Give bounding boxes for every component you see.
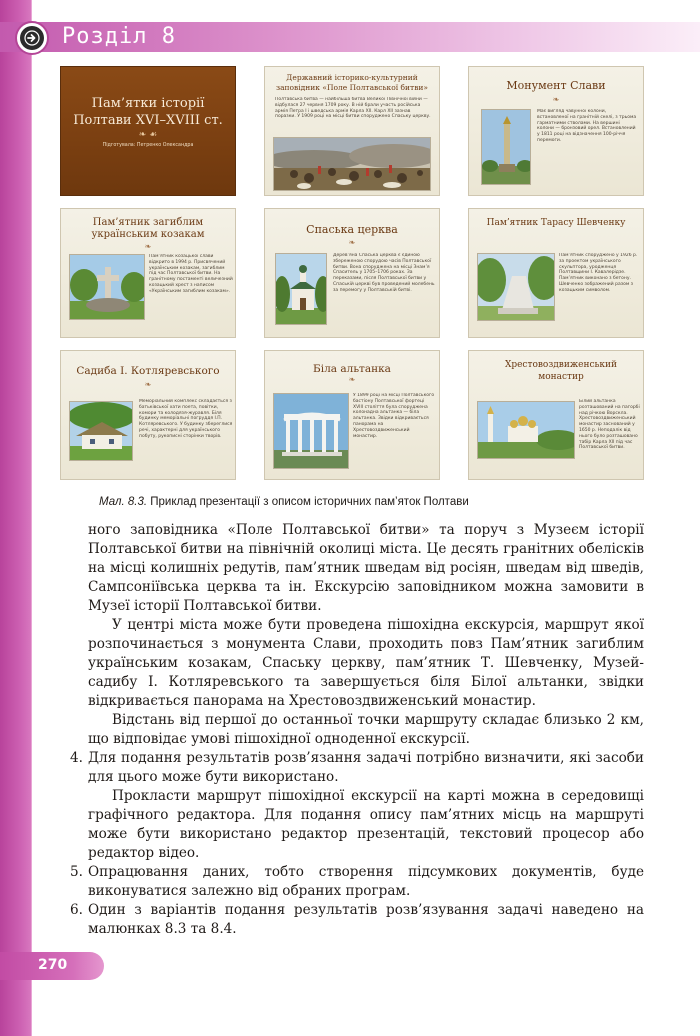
slide-text: У 1899 році на місці Полтавського бастіону Полтавської фортеці XVIII століття була споруджена колонадна альтанка — біла альтанка. Звідки відкривається панорама на Хрестовоздвиженський монастир.: [353, 393, 435, 439]
spaska-church-image: [275, 253, 327, 325]
slide-text: Полтавська битва — найбільша битва Великої Північної війни — відбулася 27 червня 1709 року. В ній брали участь російська армія Петра I і шведська армія Карла XII. Карл XII зазнав поразки. У 1909 році на місці битви споруджено Спаську церкву.: [275, 97, 431, 120]
ornament-icon: ❧ ☙: [138, 130, 158, 140]
slide-text: Дерев’яна Спаська церква є єдиною збереженою спорудою часів Полтавської битви. Вона споруджена на місці Знам’я Спаситель у 1705–1706 роках. За переказами, після Полтавської битви у Спаській церкві був проведений молебень за перемогу у Полтавській битві.: [333, 253, 435, 293]
paragraph: ного заповідника «Поле Полтавської битви» та поруч з Музеєм історії Полтавської битви на північній околиці міста. Це десять гранітних обелісків на місці колишніх редутів, пам’ятник шведам від росіян, шведам від шведів, Сампсоніївська церква та ін. Екскурсію заповідником можна замовити в Музеї історії Полтавської битви.: [88, 522, 644, 614]
slide-text: Білий альтанка розташований на пагорбі над річкою Ворскла. Хрестовоздвиженський монастир заснований у 1650 р. Неподалік від нього було розташовано табір Карла XII під час Полтавської битви.: [579, 399, 640, 451]
list-number: 5.: [70, 864, 83, 880]
white-gazebo-image: [273, 393, 349, 469]
figure-caption: [99, 496, 469, 508]
page-number: 270: [38, 957, 68, 973]
list-item-4: [70, 749, 644, 787]
ornament-icon: ❧: [144, 380, 152, 389]
list-number: 6.: [70, 902, 83, 918]
monument-glory-image: [481, 109, 531, 185]
slide-title: Садиба І. Котляревського: [76, 365, 220, 377]
list-item-6: [70, 901, 644, 939]
slide-kotliarevsky-estate: [60, 350, 236, 480]
slide-monastery: [468, 350, 644, 480]
section-badge: [15, 21, 49, 55]
ornament-icon: ❧: [348, 375, 356, 384]
slide-white-gazebo: [264, 350, 440, 480]
slide-title: Пам’ятник Тарасу Шевченку: [486, 218, 626, 228]
slide-author: Підготувала: Петренко Олександра: [102, 143, 194, 148]
list-text: Один з варіантів подання результатів розв’язування задачі наведено на малюнках 8.3 та 8.4.: [88, 902, 644, 937]
list-number: 4.: [70, 750, 83, 766]
slide-text: Пам’ятник козацької слави відкрито в 1994 р. Присвячений українським козакам, загиблим під час Полтавської битви. На гранітному постаменті величезний козацький хрест з написом «Українським загиблим козакам».: [149, 254, 233, 294]
slide-title: Державний історико-культурний заповідник «Поле Полтавської битви»: [275, 73, 429, 92]
battle-painting-image: [273, 137, 431, 191]
ornament-icon: ❧: [552, 95, 560, 104]
slide-title: Монумент Слави: [506, 79, 606, 92]
figure-caption-text: Приклад презентації з описом історичних пам’яток Полтави: [150, 496, 469, 508]
ornament-icon: ❧: [348, 238, 356, 247]
slide-title: Спаська церква: [306, 223, 398, 236]
figure-label: Мал. 8.3.: [99, 496, 148, 508]
slide-text: Меморіальний комплекс складається з батьківської хати поета, повітки, комори та колодязя-журавля. Біля будинку меморіальні погруддя І.П. Котляревського. У будинку збереглися речі, характерні для українського побуту, рукописні сторінки творів.: [139, 399, 233, 439]
list-text: Опрацювання даних, тобто створення підсумкових документів, буде виконуватися залежно від обраних програм.: [88, 864, 644, 899]
slide-text: Має вигляд чавунної колони, встановленої на гранітній скелі, з трьома гарматними стволами. На вершині колони — бронзовий орел. Встановлений у 1811 році на відзначення 100-річчя перемоги.: [537, 109, 637, 143]
rail-divider: [31, 0, 32, 1036]
slide-title: Пам’ятник загиблим українським козакам: [91, 217, 205, 240]
cossack-cross-image: [69, 254, 145, 320]
slide-cover: [60, 66, 236, 196]
ornament-icon: ❧: [144, 242, 152, 251]
shevchenko-monument-image: [477, 253, 555, 321]
arrow-right-icon: [20, 26, 44, 50]
slide-battle-reserve: [264, 66, 440, 196]
slide-title: Біла альтанка: [313, 363, 391, 375]
slide-spaska-church: [264, 208, 440, 338]
slide-title: Хрестовоздвиженський монастир: [504, 360, 618, 382]
paragraph: Відстань від першої до останньої точки маршруту складає близько 2 км, що відповідає умові пішохідної одноденної екскурсії.: [88, 712, 644, 747]
slide-title: Пам’ятки історії Полтави XVI–XVIII ст.: [73, 96, 223, 128]
list-text: Для подання результатів розв’язання задачі потрібно визначити, які засоби для цього може бути використано.: [88, 750, 644, 785]
slide-text: Пам’ятник споруджено у 1926 р. за проектом українського скульптора, уродженця Полтавщини І. Кавалерідзе. Пам’ятник виконано з бетону. Шевченко зображений разом з козацьким символом.: [559, 253, 638, 293]
slide-monument-glory: [468, 66, 644, 196]
left-margin-rail: [0, 0, 32, 1036]
body-text: [70, 521, 644, 939]
list-item-5: [70, 863, 644, 901]
slide-shevchenko-monument: [468, 208, 644, 338]
kotliarevsky-house-image: [69, 401, 133, 461]
paragraph: У центрі міста може бути проведена пішохідна екскурсія, маршрут якої розпочинається з монумента Слави, проходить повз Пам’ятник загиблим українським козакам, Спаську церкву, пам’ятник Т. Шевченку, Музей-садибу І. Котляревського та завершується біля Білої альтанки, звідки відкривається панорама на Хрестовоздвиженський монастир.: [88, 617, 644, 709]
monastery-image: [477, 401, 575, 459]
paragraph: Прокласти маршрут пішохідної екскурсії на карті можна в середовищі графічного редактора. Для подання опису пам’ятних місць на маршруті може бути використано редактор презентацій, текстовий процесор або редактор відео.: [88, 788, 644, 861]
section-title: Розділ 8: [62, 24, 176, 49]
slide-cossacks-monument: [60, 208, 236, 338]
presentation-slides-grid: [60, 66, 644, 482]
